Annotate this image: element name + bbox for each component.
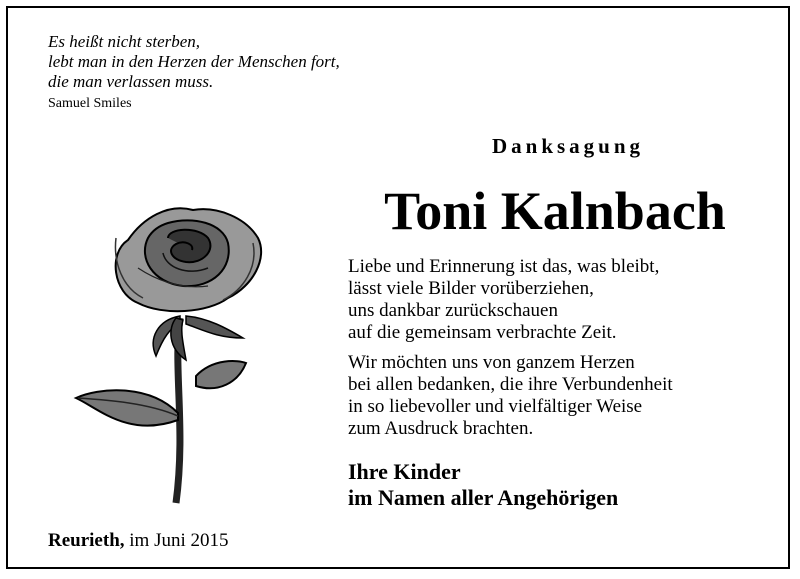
text-line: lässt viele Bilder vorüberziehen, xyxy=(348,278,594,299)
place-date xyxy=(48,530,229,552)
text-line: Liebe und Erinnerung ist das, was bleibt, xyxy=(348,256,660,277)
heading: Danksagung xyxy=(491,134,645,158)
quote-line: lebt man in den Herzen der Menschen fort, xyxy=(48,52,340,71)
paragraph-memory xyxy=(348,256,659,344)
text-line: Wir möchten uns von ganzem Herzen xyxy=(348,352,635,373)
deceased-name: Toni Kalnbach xyxy=(384,181,726,241)
quote-author: Samuel Smiles xyxy=(48,96,132,111)
quote-line: Es heißt nicht sterben, xyxy=(48,32,201,51)
signature-line: im Namen aller Angehörigen xyxy=(348,485,619,510)
text-line: bei allen bedanken, die ihre Verbundenheit xyxy=(348,374,673,395)
text-line: in so liebevoller und vielfältiger Weise xyxy=(348,396,643,417)
signature xyxy=(348,459,618,511)
signature-line: Ihre Kinder xyxy=(348,459,461,484)
text-line: zum Ausdruck brachten. xyxy=(348,418,534,439)
obituary-frame xyxy=(6,6,790,569)
date: im Juni 2015 xyxy=(129,530,229,551)
rose-icon xyxy=(68,198,278,513)
place: Reurieth, xyxy=(48,530,125,551)
text-line: uns dankbar zurückschauen xyxy=(348,300,558,321)
quote xyxy=(48,32,340,92)
quote-line: die man verlassen muss. xyxy=(48,72,214,91)
text-line: auf die gemeinsam verbrachte Zeit. xyxy=(348,322,617,343)
paragraph-thanks xyxy=(348,352,673,440)
